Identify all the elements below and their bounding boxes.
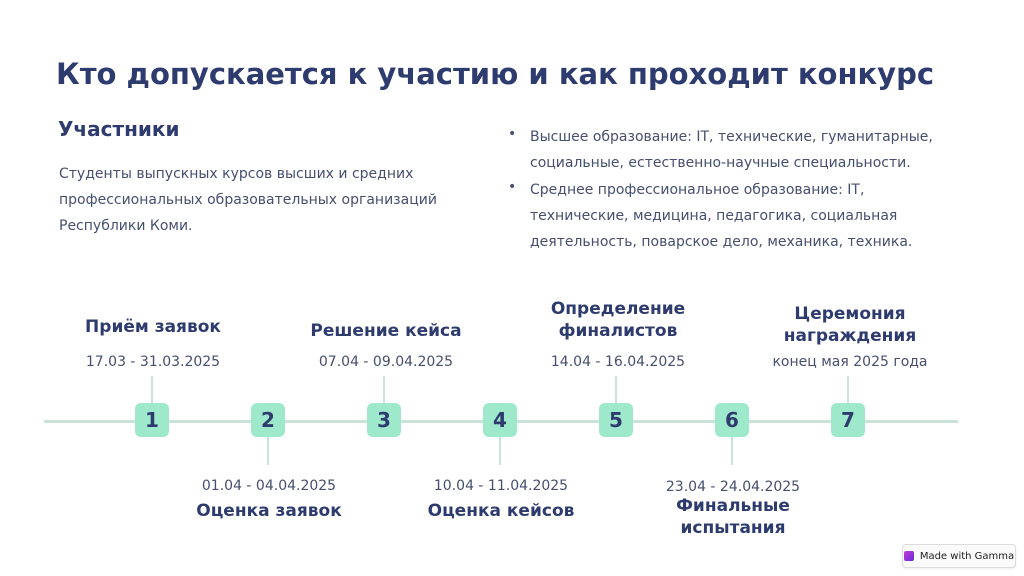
- connector-7: [847, 376, 849, 404]
- education-item-higher: • Высшее образование: IT, технические, гуманитарные, социальные, естественно-научные специальности.: [508, 124, 948, 176]
- connector-1: [151, 376, 153, 404]
- education-list: [508, 124, 948, 256]
- page-title: Кто допускается к участию и как проходит конкурс: [56, 57, 935, 91]
- step-4-marker: 4: [483, 403, 517, 437]
- step-3-marker: 3: [367, 403, 401, 437]
- step-4-label: Оценка кейсов: [427, 501, 575, 521]
- step-7-label: Церемония награждения: [783, 304, 917, 346]
- connector-5: [615, 376, 617, 404]
- connector-4: [499, 437, 501, 465]
- participants-description: Студенты выпускных курсов высших и средних профессиональных образовательных организаций Республики Коми.: [59, 166, 437, 234]
- step-7-marker: 7: [831, 403, 865, 437]
- step-2-date: 01.04 - 04.04.2025: [201, 478, 337, 494]
- step-1-marker: 1: [135, 403, 169, 437]
- connector-6: [731, 437, 733, 465]
- step-3-date: 07.04 - 09.04.2025: [318, 354, 454, 370]
- step-2-label: Оценка заявок: [196, 501, 342, 521]
- connector-3: [383, 376, 385, 404]
- step-2-marker: 2: [251, 403, 285, 437]
- step-1-date: 17.03 - 31.03.2025: [85, 354, 221, 370]
- step-5-date: 14.04 - 16.04.2025: [550, 354, 686, 370]
- gamma-logo-icon: [904, 551, 914, 561]
- made-with-gamma-badge[interactable]: [902, 544, 1016, 568]
- step-6-date: 23.04 - 24.04.2025: [665, 479, 801, 495]
- connector-2: [267, 437, 269, 465]
- step-5-label: Определение финалистов: [550, 299, 686, 341]
- step-5-marker: 5: [599, 403, 633, 437]
- step-1-label: Приём заявок: [85, 317, 221, 337]
- step-6-marker: 6: [715, 403, 749, 437]
- step-6-label: Финальные испытания: [676, 496, 790, 538]
- participants-heading: Участники: [58, 117, 180, 141]
- badge-text: Made with Gamma: [919, 550, 1015, 562]
- step-3-label: Решение кейса: [310, 321, 462, 341]
- step-7-date: конец мая 2025 года: [772, 354, 928, 370]
- step-4-date: 10.04 - 11.04.2025: [433, 478, 569, 494]
- education-item-vocational: • Среднее профессиональное образование: IT, технические, медицина, педагогика, социальная деятельность, поварское дело, механика, техника.: [508, 177, 948, 255]
